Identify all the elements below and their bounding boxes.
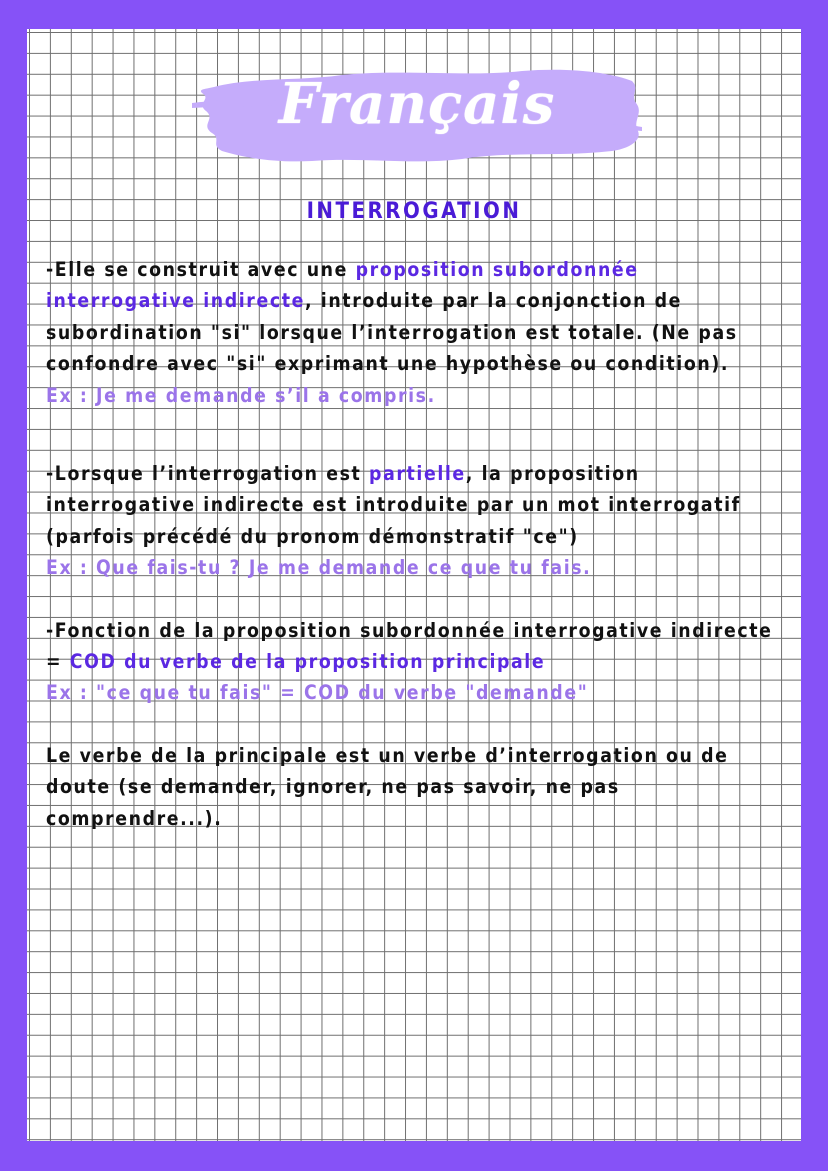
section-heading: INTERROGATION	[306, 199, 522, 224]
paragraph-main-verb: Le verbe de la principale est un verbe d’interrogation ou de doute (se demander, ignorer, ne pas savoir, ne pas comprendre...).	[46, 743, 729, 830]
example-line: Ex : Je me demande s’il a compris.	[46, 383, 436, 407]
example-line: Ex : Que fais-tu ? Je me demande ce que tu fais.	[46, 556, 592, 580]
highlight-term: COD du verbe de la proposition principale	[69, 650, 546, 674]
paragraph-function: -Fonction de la proposition subordonnée interrogative indirecte = COD du verbe de la proposition principale	[46, 618, 773, 674]
notes-content	[46, 254, 786, 834]
example-line: Ex : "ce que tu fais" = COD du verbe "demande"	[46, 681, 589, 705]
paragraph-partial-interrogation: -Lorsque l’interrogation est partielle, la proposition interrogative indirecte est introduite par un mot interrogatif (parfois précédé du pronom démonstratif "ce")	[46, 462, 741, 548]
page-title: Français	[278, 71, 556, 137]
highlight-term: proposition subordonnée interrogative indirecte	[46, 258, 639, 313]
paragraph-subordinate-total: -Elle se construit avec une proposition subordonnée interrogative indirecte, introduite par la conjonction de subordination "si" lorsque l’interrogation est totale. (Ne pas confondre avec "si" exprimant une hypothèse ou condition).	[46, 258, 738, 376]
grid-paper-sheet	[27, 29, 801, 1141]
highlight-term: partielle	[369, 462, 466, 486]
